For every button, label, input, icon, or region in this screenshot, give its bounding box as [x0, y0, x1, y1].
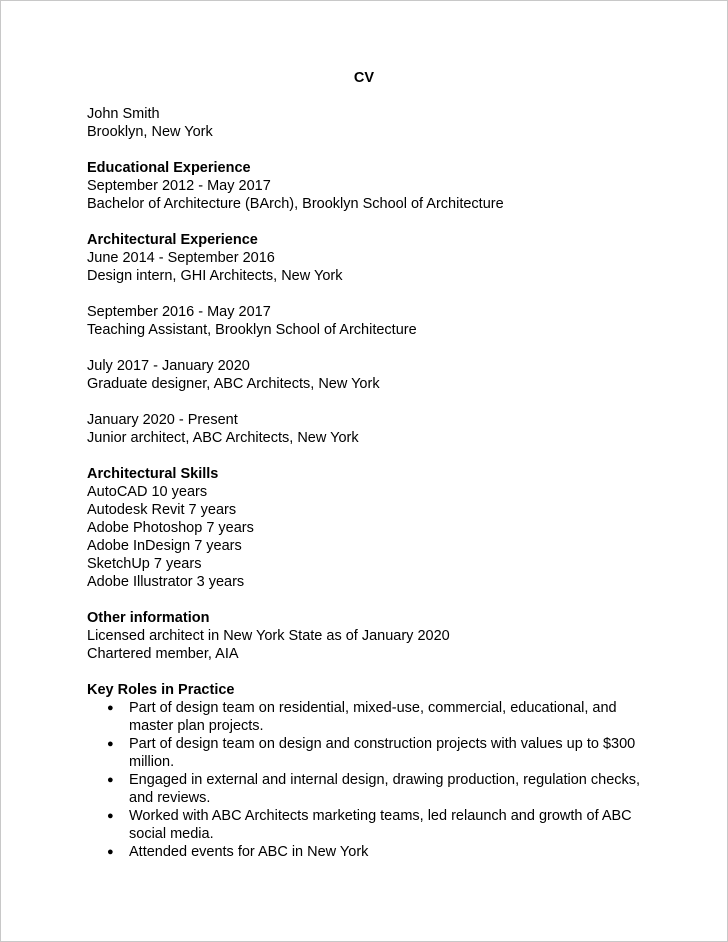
spacer: [87, 339, 647, 357]
experience-dates: September 2016 - May 2017: [87, 304, 271, 320]
other-item: Licensed architect in New York State as of January 2020: [87, 628, 450, 644]
experience-role: Teaching Assistant, Brooklyn School of Architecture: [87, 322, 417, 338]
bullet-icon: ●: [107, 774, 114, 786]
role-text: Attended events for ABC in New York: [129, 844, 369, 860]
spacer: [87, 213, 647, 231]
bullet-icon: ●: [107, 702, 114, 714]
document-title: CV: [353, 70, 375, 86]
skill-item: Adobe Photoshop 7 years: [87, 520, 254, 536]
person-location: Brooklyn, New York: [87, 124, 213, 140]
role-text: Part of design team on design and construction projects with values up to $300 million.: [129, 736, 636, 770]
bullet-icon: ●: [107, 810, 114, 822]
document-body: [87, 105, 647, 861]
skill-item: AutoCAD 10 years: [87, 484, 208, 500]
list-item: [87, 771, 649, 807]
role-text: Part of design team on residential, mixed-use, commercial, educational, and master plan projects.: [129, 700, 617, 734]
roles-heading: Key Roles in Practice: [87, 682, 235, 698]
other-heading: Other information: [87, 610, 210, 626]
other-item: Chartered member, AIA: [87, 646, 239, 662]
experience-role: Graduate designer, ABC Architects, New York: [87, 376, 380, 392]
skill-item: Adobe InDesign 7 years: [87, 538, 242, 554]
list-item: [87, 735, 649, 771]
experience-heading: Architectural Experience: [87, 232, 258, 248]
experience-dates: January 2020 - Present: [87, 412, 238, 428]
spacer: [87, 663, 647, 681]
bullet-icon: ●: [107, 846, 114, 858]
experience-dates: June 2014 - September 2016: [87, 250, 275, 266]
experience-role: Junior architect, ABC Architects, New York: [87, 430, 359, 446]
spacer: [87, 141, 647, 159]
roles-list: [87, 699, 647, 861]
skill-item: Adobe Illustrator 3 years: [87, 574, 245, 590]
bullet-icon: ●: [107, 738, 114, 750]
list-item: [87, 843, 649, 861]
skills-heading: Architectural Skills: [87, 466, 219, 482]
experience-role: Design intern, GHI Architects, New York: [87, 268, 343, 284]
education-heading: Educational Experience: [87, 160, 251, 176]
education-dates: September 2012 - May 2017: [87, 178, 271, 194]
person-name: John Smith: [87, 106, 160, 122]
spacer: [87, 285, 647, 303]
list-item: [87, 699, 649, 735]
skill-item: SketchUp 7 years: [87, 556, 202, 572]
experience-dates: July 2017 - January 2020: [87, 358, 250, 374]
spacer: [87, 393, 647, 411]
skill-item: Autodesk Revit 7 years: [87, 502, 237, 518]
list-item: [87, 807, 649, 843]
education-degree: Bachelor of Architecture (BArch), Brooklyn School of Architecture: [87, 196, 504, 212]
role-text: Engaged in external and internal design, drawing production, regulation checks, and reviews.: [129, 772, 641, 806]
spacer: [87, 591, 647, 609]
spacer: [87, 447, 647, 465]
role-text: Worked with ABC Architects marketing teams, led relaunch and growth of ABC social media.: [129, 808, 632, 842]
